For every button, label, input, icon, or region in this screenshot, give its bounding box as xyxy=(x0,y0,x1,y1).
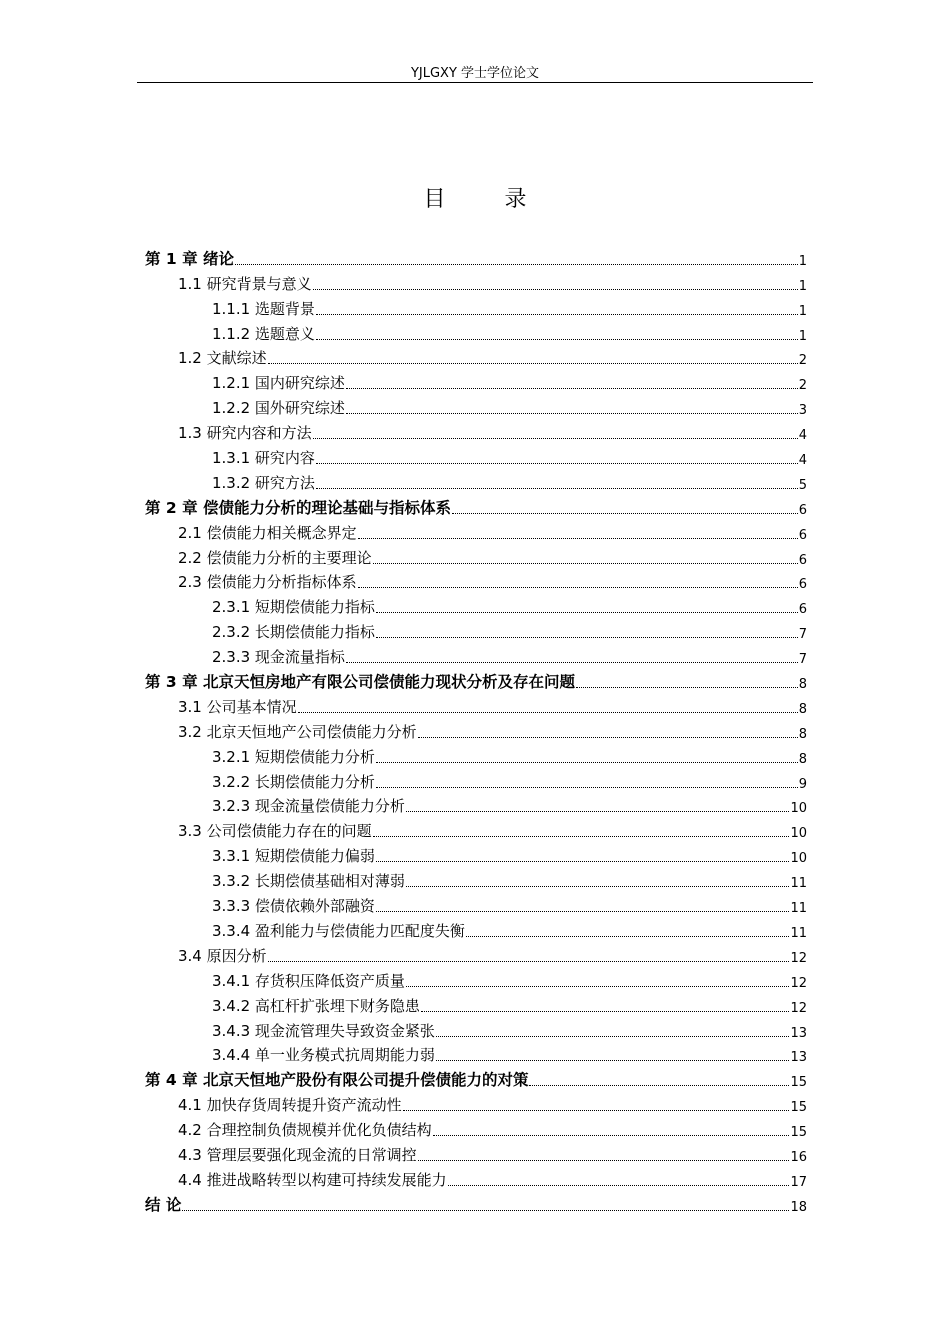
toc-entry-label: 2.3 偿债能力分析指标体系 xyxy=(178,573,357,592)
toc-entry-label: 2.3.3 现金流量指标 xyxy=(212,648,345,667)
toc-entry[interactable] xyxy=(145,1190,807,1215)
toc-entry-label: 1.1.2 选题意义 xyxy=(212,324,315,343)
toc-entry[interactable] xyxy=(145,368,807,393)
toc-entry-page: 8 xyxy=(798,677,807,693)
toc-leader-dots xyxy=(358,587,798,588)
toc-entry-page: 7 xyxy=(798,652,807,668)
page-header: YJLGXY 学士学位论文 xyxy=(410,66,540,81)
toc-entry-label: 1.3 研究内容和方法 xyxy=(178,424,312,443)
toc-entry-page: 2 xyxy=(798,378,807,394)
toc-entry-page: 8 xyxy=(798,726,807,742)
toc-leader-dots xyxy=(376,637,798,638)
toc-leader-dots xyxy=(182,1210,789,1211)
toc-entry-label: 4.4 推进战略转型以构建可持续发展能力 xyxy=(178,1170,447,1189)
toc-entry[interactable] xyxy=(145,493,807,518)
toc-entry[interactable] xyxy=(145,667,807,692)
toc-entry-label: 3.3.4 盈利能力与偿债能力匹配度失衡 xyxy=(212,921,465,940)
toc-leader-dots xyxy=(298,712,798,713)
toc-entry-page: 12 xyxy=(790,950,807,966)
toc-leader-dots xyxy=(529,1085,789,1086)
toc-leader-dots xyxy=(376,911,790,912)
toc-entry[interactable] xyxy=(145,792,807,817)
toc-entry-label: 2.2 偿债能力分析的主要理论 xyxy=(178,548,372,567)
toc-entry[interactable] xyxy=(145,543,807,568)
toc-entry-page: 6 xyxy=(798,602,807,618)
toc-entry[interactable] xyxy=(145,1165,807,1190)
toc-leader-dots xyxy=(316,314,798,315)
toc-entry-label: 3.1 公司基本情况 xyxy=(178,697,297,716)
toc-leader-dots xyxy=(403,1110,790,1111)
toc-leader-dots xyxy=(448,1185,790,1186)
toc-entry-page: 15 xyxy=(790,1100,807,1116)
toc-entry-page: 1 xyxy=(798,278,807,294)
toc-leader-dots xyxy=(436,1036,790,1037)
toc-entry[interactable] xyxy=(145,941,807,966)
toc-entry[interactable] xyxy=(145,344,807,369)
toc-entry-label: 4.1 加快存货周转提升资产流动性 xyxy=(178,1096,402,1115)
toc-entry-page: 10 xyxy=(790,801,807,817)
toc-leader-dots xyxy=(376,787,798,788)
toc-entry-label: 3.4.2 高杠杆扩张埋下财务隐患 xyxy=(212,996,420,1015)
toc-leader-dots xyxy=(418,1160,790,1161)
toc-entry-page: 15 xyxy=(790,1075,807,1091)
toc-entry[interactable] xyxy=(145,767,807,792)
toc-entry[interactable] xyxy=(145,294,807,319)
toc-leader-dots xyxy=(373,836,790,837)
toc-entry-label: 1.3.2 研究方法 xyxy=(212,473,315,492)
toc-entry-label: 2.1 偿债能力相关概念界定 xyxy=(178,523,357,542)
toc-leader-dots xyxy=(406,986,790,987)
toc-entry[interactable] xyxy=(145,393,807,418)
toc-entry[interactable] xyxy=(145,1140,807,1165)
toc-entry[interactable] xyxy=(145,468,807,493)
toc-leader-dots xyxy=(373,563,798,564)
toc-entry[interactable] xyxy=(145,742,807,767)
toc-entry-page: 1 xyxy=(798,253,807,269)
toc-entry[interactable] xyxy=(145,592,807,617)
toc-entry-page: 15 xyxy=(790,1125,807,1141)
toc-entry-label: 3.4.3 现金流管理失导致资金紧张 xyxy=(212,1021,435,1040)
toc-leader-dots xyxy=(452,513,798,514)
toc-leader-dots xyxy=(376,861,790,862)
toc-entry[interactable] xyxy=(145,1065,807,1090)
toc-entry-label: 2.3.2 长期偿债能力指标 xyxy=(212,623,375,642)
toc-entry-label: 结 论 xyxy=(145,1195,182,1214)
toc-entry-page: 12 xyxy=(790,1000,807,1016)
table-of-contents xyxy=(145,244,807,1215)
toc-entry[interactable] xyxy=(145,991,807,1016)
toc-entry-page: 8 xyxy=(798,751,807,767)
toc-entry-label: 1.1.1 选题背景 xyxy=(212,299,315,318)
toc-entry[interactable] xyxy=(145,642,807,667)
toc-entry-label: 第 4 章 北京天恒地产股份有限公司提升偿债能力的对策 xyxy=(145,1071,529,1090)
toc-leader-dots xyxy=(466,936,790,937)
toc-leader-dots xyxy=(406,811,790,812)
toc-leader-dots xyxy=(376,762,798,763)
toc-entry[interactable] xyxy=(145,866,807,891)
toc-entry-label: 1.2.1 国内研究综述 xyxy=(212,374,345,393)
toc-entry-page: 6 xyxy=(798,577,807,593)
toc-entry-label: 第 2 章 偿债能力分析的理论基础与指标体系 xyxy=(145,498,451,517)
toc-entry-page: 12 xyxy=(790,975,807,991)
toc-leader-dots xyxy=(358,538,798,539)
toc-entry[interactable] xyxy=(145,568,807,593)
toc-entry-page: 10 xyxy=(790,851,807,867)
toc-entry[interactable] xyxy=(145,443,807,468)
toc-entry-page: 3 xyxy=(798,403,807,419)
toc-entry-page: 6 xyxy=(798,552,807,568)
toc-entry-page: 9 xyxy=(798,776,807,792)
toc-entry-page: 6 xyxy=(798,502,807,518)
toc-leader-dots xyxy=(235,264,798,265)
toc-entry-page: 18 xyxy=(790,1199,807,1215)
toc-entry-label: 3.3 公司偿债能力存在的问题 xyxy=(178,822,372,841)
toc-entry-page: 11 xyxy=(790,876,807,892)
toc-entry-label: 4.2 合理控制负债规模并优化负债结构 xyxy=(178,1121,432,1140)
toc-leader-dots xyxy=(346,413,798,414)
toc-entry-page: 17 xyxy=(790,1174,807,1190)
toc-entry-page: 11 xyxy=(790,925,807,941)
toc-entry-label: 3.4 原因分析 xyxy=(178,946,267,965)
toc-entry-label: 1.2 文献综述 xyxy=(178,349,267,368)
toc-entry-label: 3.2.3 现金流量偿债能力分析 xyxy=(212,797,405,816)
toc-leader-dots xyxy=(268,363,798,364)
toc-leader-dots xyxy=(316,339,798,340)
toc-entry-page: 2 xyxy=(798,353,807,369)
toc-entry[interactable] xyxy=(145,841,807,866)
toc-entry-label: 第 1 章 绪论 xyxy=(145,249,234,268)
toc-entry[interactable] xyxy=(145,244,807,269)
toc-entry-label: 1.2.2 国外研究综述 xyxy=(212,399,345,418)
toc-entry[interactable] xyxy=(145,916,807,941)
toc-entry-page: 4 xyxy=(798,428,807,444)
toc-entry[interactable] xyxy=(145,966,807,991)
toc-entry-label: 1.3.1 研究内容 xyxy=(212,449,315,468)
toc-entry-label: 3.4.1 存货积压降低资产质量 xyxy=(212,971,405,990)
toc-leader-dots xyxy=(576,687,798,688)
toc-entry[interactable] xyxy=(145,617,807,642)
toc-entry[interactable] xyxy=(145,717,807,742)
toc-leader-dots xyxy=(376,612,798,613)
toc-entry[interactable] xyxy=(145,1115,807,1140)
toc-entry-page: 8 xyxy=(798,701,807,717)
toc-leader-dots xyxy=(433,1135,790,1136)
toc-entry-page: 16 xyxy=(790,1149,807,1165)
toc-entry-page: 1 xyxy=(798,328,807,344)
toc-entry-page: 10 xyxy=(790,826,807,842)
toc-entry[interactable] xyxy=(145,518,807,543)
toc-entry-label: 3.4.4 单一业务模式抗周期能力弱 xyxy=(212,1046,435,1065)
toc-leader-dots xyxy=(313,438,798,439)
toc-leader-dots xyxy=(346,388,798,389)
toc-leader-dots xyxy=(313,289,798,290)
toc-entry-label: 1.1 研究背景与意义 xyxy=(178,274,312,293)
toc-entry[interactable] xyxy=(145,269,807,294)
toc-entry-page: 1 xyxy=(798,303,807,319)
toc-leader-dots xyxy=(316,488,798,489)
toc-entry-label: 3.2.2 长期偿债能力分析 xyxy=(212,772,375,791)
toc-entry[interactable] xyxy=(145,692,807,717)
toc-entry-page: 13 xyxy=(790,1025,807,1041)
toc-leader-dots xyxy=(436,1060,790,1061)
toc-entry-label: 3.2 北京天恒地产公司偿债能力分析 xyxy=(178,722,417,741)
toc-entry-label: 4.3 管理层要强化现金流的日常调控 xyxy=(178,1145,417,1164)
toc-entry[interactable] xyxy=(145,319,807,344)
header-rule xyxy=(137,82,813,83)
toc-leader-dots xyxy=(421,1011,790,1012)
toc-entry[interactable] xyxy=(145,418,807,443)
toc-entry-label: 3.3.3 偿债依赖外部融资 xyxy=(212,897,375,916)
toc-entry[interactable] xyxy=(145,816,807,841)
toc-entry-page: 5 xyxy=(798,477,807,493)
toc-leader-dots xyxy=(316,463,798,464)
toc-entry-label: 3.2.1 短期偿债能力分析 xyxy=(212,747,375,766)
toc-leader-dots xyxy=(406,886,790,887)
toc-entry-page: 6 xyxy=(798,527,807,543)
toc-entry-page: 4 xyxy=(798,453,807,469)
toc-leader-dots xyxy=(418,737,798,738)
toc-title: 目 录 xyxy=(423,187,553,212)
toc-leader-dots xyxy=(268,961,790,962)
toc-entry[interactable] xyxy=(145,891,807,916)
toc-entry[interactable] xyxy=(145,1090,807,1115)
toc-entry-label: 3.3.1 短期偿债能力偏弱 xyxy=(212,847,375,866)
toc-leader-dots xyxy=(346,662,798,663)
toc-entry-label: 2.3.1 短期偿债能力指标 xyxy=(212,598,375,617)
toc-entry[interactable] xyxy=(145,1016,807,1041)
toc-entry[interactable] xyxy=(145,1041,807,1066)
toc-entry-page: 13 xyxy=(790,1050,807,1066)
toc-entry-label: 第 3 章 北京天恒房地产有限公司偿债能力现状分析及存在问题 xyxy=(145,673,575,692)
toc-entry-page: 7 xyxy=(798,627,807,643)
toc-entry-page: 11 xyxy=(790,901,807,917)
toc-entry-label: 3.3.2 长期偿债基础相对薄弱 xyxy=(212,872,405,891)
